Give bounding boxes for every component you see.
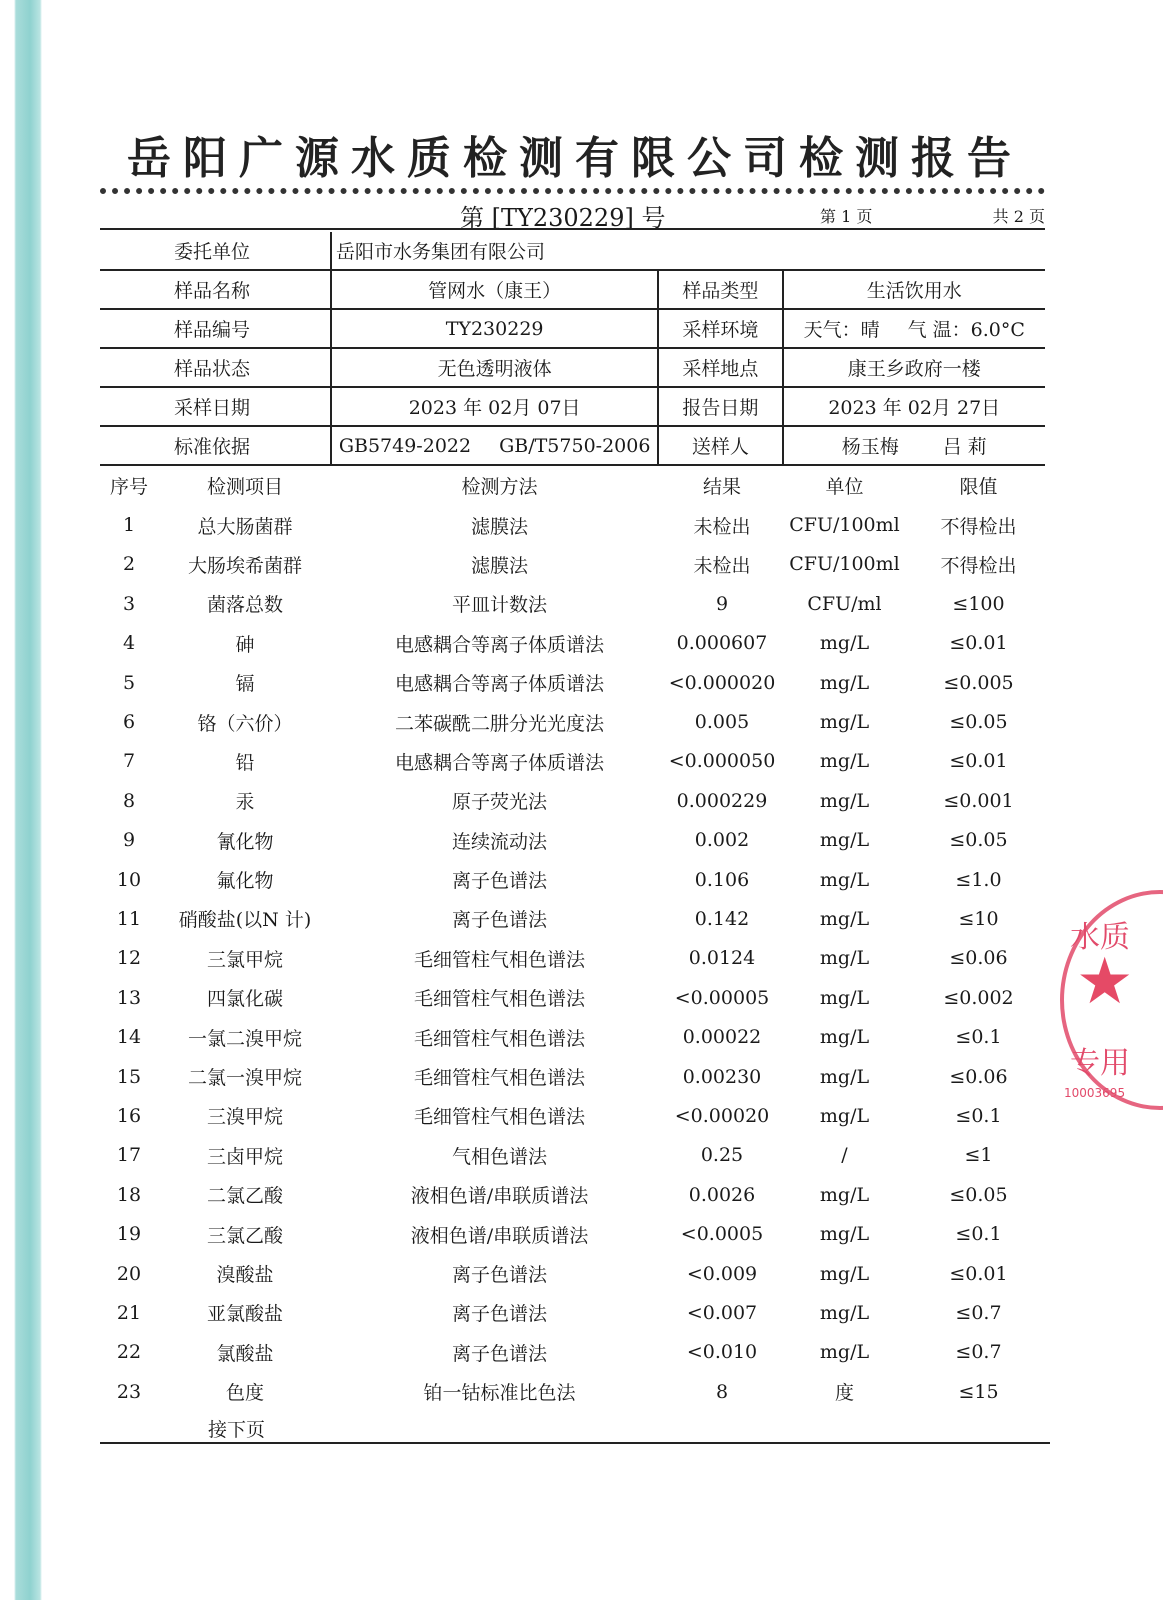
row-item: 二氯一溴甲烷	[187, 1067, 302, 1090]
row-method: 液相色谱/串联质谱法	[410, 1185, 589, 1208]
table-row	[100, 1096, 1045, 1135]
row-result: <0.010	[686, 1341, 758, 1364]
row-result: <0.00005	[674, 986, 770, 1009]
seal-text-mid: 专用	[1070, 1046, 1130, 1081]
row-no: 9	[122, 829, 136, 852]
row-item: 总大肠菌群	[197, 515, 293, 538]
row-no: 19	[116, 1223, 142, 1246]
row-result: 0.0026	[688, 1183, 756, 1206]
row-limit: ≤0.001	[943, 789, 1014, 812]
row-limit: 不得检出	[940, 515, 1017, 538]
row-result: 0.25	[700, 1144, 744, 1167]
row-item: 色度	[225, 1382, 264, 1405]
row-method: 滤膜法	[470, 515, 528, 538]
continued-note: 接下页	[208, 1419, 266, 1441]
row-item: 一氯二溴甲烷	[187, 1027, 302, 1050]
row-result: 0.000607	[676, 632, 768, 655]
table-row	[100, 505, 1045, 544]
row-result: <0.000050	[668, 750, 776, 773]
row-limit: ≤0.05	[949, 1183, 1008, 1206]
row-result: <0.009	[686, 1262, 758, 1285]
client-label: 委托单位	[100, 232, 331, 270]
table-row	[100, 781, 1045, 820]
row-method: 离子色谱法	[451, 870, 547, 893]
row-limit: ≤10	[958, 907, 999, 930]
page-total: 共 2 页	[992, 207, 1045, 226]
row-no: 18	[116, 1183, 142, 1206]
row-limit: ≤0.01	[949, 1262, 1008, 1285]
row-no: 15	[116, 1065, 142, 1088]
report-title: 岳阳广源水质检测有限公司检测报告	[127, 133, 1023, 184]
row-unit: mg/L	[819, 1223, 870, 1246]
row-unit: CFU/ml	[807, 592, 882, 615]
table-row	[100, 860, 1045, 899]
row-method: 铂一钴标准比色法	[423, 1382, 576, 1405]
row-method: 电感耦合等离子体质谱法	[394, 751, 604, 774]
row-limit: ≤100	[952, 592, 1005, 615]
row-no: 11	[116, 907, 142, 930]
sample-type-value: 生活饮用水	[783, 270, 1045, 309]
row-no: 10	[116, 868, 142, 891]
table-row	[100, 1175, 1045, 1214]
row-unit: mg/L	[819, 868, 870, 891]
row-method: 毛细管柱气相色谱法	[413, 1106, 585, 1129]
row-unit: mg/L	[819, 1065, 870, 1088]
row-method: 离子色谱法	[451, 1342, 547, 1365]
row-no: 8	[122, 789, 136, 812]
row-method: 毛细管柱气相色谱法	[413, 948, 585, 971]
table-row	[100, 939, 1045, 978]
header-item: 检测项目	[206, 476, 283, 499]
row-limit: ≤0.7	[955, 1341, 1002, 1364]
seal-star-icon: ★	[1076, 945, 1134, 1019]
row-unit: mg/L	[819, 1104, 870, 1127]
table-row	[100, 545, 1045, 584]
row-unit: mg/L	[819, 986, 870, 1009]
row-item: 二氯乙酸	[206, 1185, 283, 1208]
test-results-table	[100, 466, 1045, 1411]
row-item: 氯酸盐	[216, 1342, 274, 1365]
row-result: 0.005	[694, 711, 750, 734]
row-no: 14	[116, 1026, 142, 1049]
row-method: 离子色谱法	[451, 1303, 547, 1326]
sampling-date-label: 采样日期	[100, 387, 331, 426]
row-unit: /	[841, 1144, 848, 1167]
row-item: 铅	[235, 751, 255, 774]
row-limit: ≤0.7	[955, 1301, 1002, 1324]
table-row	[100, 978, 1045, 1017]
info-row	[100, 387, 1045, 426]
row-result: <0.000020	[668, 671, 776, 694]
sample-id-label: 样品编号	[100, 309, 331, 348]
row-limit: 不得检出	[940, 554, 1017, 577]
sender-value	[783, 426, 1045, 465]
row-unit: mg/L	[819, 789, 870, 812]
row-item: 铬（六价）	[197, 712, 293, 735]
sample-id-value: TY230229	[331, 309, 658, 348]
row-no: 3	[122, 592, 136, 615]
info-row	[100, 309, 1045, 348]
row-method: 离子色谱法	[451, 1264, 547, 1286]
row-limit: ≤0.05	[949, 711, 1008, 734]
row-method: 离子色谱法	[451, 909, 547, 932]
row-method: 二苯碳酰二肼分光光度法	[394, 712, 604, 735]
row-unit: CFU/100ml	[789, 553, 900, 576]
table-header-row	[100, 466, 1045, 505]
row-limit: ≤0.01	[949, 750, 1008, 773]
row-limit: ≤0.1	[955, 1104, 1002, 1127]
row-unit: mg/L	[819, 947, 870, 970]
standard-1: GB5749-2022	[338, 434, 472, 457]
standard-value	[331, 426, 658, 465]
sample-state-label: 样品状态	[100, 348, 331, 387]
title-dotted-rule	[100, 188, 1045, 194]
row-unit: mg/L	[819, 750, 870, 773]
row-no: 12	[116, 947, 142, 970]
info-row	[100, 348, 1045, 387]
row-limit: ≤15	[958, 1380, 999, 1403]
table-row	[100, 1136, 1045, 1175]
row-item: 氰化物	[216, 830, 274, 853]
info-top-rule	[100, 228, 1045, 230]
sender-2: 吕 莉	[942, 436, 987, 458]
table-row	[100, 624, 1045, 663]
row-unit: mg/L	[819, 1262, 870, 1285]
row-no: 21	[116, 1301, 142, 1324]
row-item: 砷	[235, 633, 255, 656]
table-row	[100, 899, 1045, 938]
sampling-location-value: 康王乡政府一楼	[783, 348, 1045, 387]
row-limit: ≤0.01	[949, 632, 1008, 655]
row-result: <0.00020	[674, 1104, 770, 1127]
table-row	[100, 1293, 1045, 1332]
row-item: 亚氯酸盐	[206, 1303, 283, 1326]
row-method: 毛细管柱气相色谱法	[413, 988, 585, 1011]
row-no: 22	[116, 1341, 142, 1364]
report-page	[100, 0, 1050, 1600]
row-no: 20	[116, 1262, 142, 1285]
row-no: 13	[116, 986, 142, 1009]
bottom-rule	[100, 1442, 1050, 1444]
table-row	[100, 1214, 1045, 1253]
sender-label: 送样人	[658, 426, 782, 465]
row-method: 原子荧光法	[451, 791, 547, 814]
row-method: 液相色谱/串联质谱法	[410, 1224, 589, 1247]
row-result: <0.0005	[680, 1223, 764, 1246]
sample-type-label: 样品类型	[658, 270, 782, 309]
row-method: 连续流动法	[451, 830, 547, 853]
row-no: 4	[122, 632, 136, 655]
row-method: 毛细管柱气相色谱法	[413, 1067, 585, 1090]
table-row	[100, 1333, 1045, 1372]
row-unit: 度	[834, 1382, 854, 1405]
row-limit: ≤1.0	[955, 868, 1002, 891]
row-item: 大肠埃希菌群	[187, 554, 302, 577]
row-item: 三溴甲烷	[206, 1106, 283, 1129]
row-no: 7	[122, 750, 136, 773]
results-body	[100, 505, 1045, 1411]
row-unit: mg/L	[819, 671, 870, 694]
info-row	[100, 270, 1045, 309]
row-unit: mg/L	[819, 1026, 870, 1049]
table-row	[100, 1057, 1045, 1096]
page-number: 第 1 页	[820, 207, 873, 226]
row-result: <0.007	[686, 1301, 758, 1324]
row-no: 5	[122, 671, 136, 694]
seal-text-top: 水质	[1070, 920, 1130, 955]
header-no: 序号	[109, 476, 148, 499]
row-result: 0.000229	[676, 789, 768, 812]
row-method: 气相色谱法	[451, 1145, 547, 1168]
row-item: 氟化物	[216, 870, 274, 893]
row-no: 2	[122, 553, 136, 576]
page-info	[820, 204, 1045, 227]
row-unit: mg/L	[819, 829, 870, 852]
row-limit: ≤0.002	[943, 986, 1014, 1009]
row-result: 0.0124	[688, 947, 756, 970]
row-item: 四氯化碳	[206, 988, 283, 1011]
row-method: 平皿计数法	[451, 594, 547, 617]
row-limit: ≤1	[964, 1144, 993, 1167]
report-date-label: 报告日期	[658, 387, 782, 426]
table-row	[100, 1254, 1045, 1293]
report-date-value: 2023 年 02月 27日	[783, 387, 1045, 426]
row-unit: mg/L	[819, 711, 870, 734]
header-limit: 限值	[959, 476, 998, 499]
sample-state-value: 无色透明液体	[331, 348, 658, 387]
table-row	[100, 1017, 1045, 1056]
standard-2: GB/T5750-2006	[499, 434, 651, 457]
row-unit: mg/L	[819, 907, 870, 930]
row-limit: ≤0.06	[949, 947, 1008, 970]
header-method: 检测方法	[461, 476, 538, 499]
company-seal	[1060, 890, 1163, 1120]
row-result: 8	[715, 1380, 729, 1403]
row-unit: mg/L	[819, 1183, 870, 1206]
weather-value: 天气：晴	[803, 319, 880, 341]
row-no: 16	[116, 1104, 142, 1127]
sample-info-table	[100, 232, 1045, 466]
standard-label: 标准依据	[100, 426, 331, 465]
info-row	[100, 426, 1045, 465]
row-item: 三氯甲烷	[206, 948, 283, 971]
row-no: 1	[122, 514, 136, 537]
row-item: 汞	[235, 791, 255, 814]
sampling-env-value	[783, 309, 1045, 348]
row-limit: ≤0.1	[955, 1026, 1002, 1049]
scan-edge-strip	[0, 0, 42, 1600]
row-method: 电感耦合等离子体质谱法	[394, 633, 604, 656]
temperature-value: 气 温：6.0°C	[907, 319, 1025, 341]
row-item: 镉	[235, 673, 255, 696]
row-result: 0.002	[694, 829, 750, 852]
report-number: 第 [TY230229] 号	[460, 204, 666, 232]
row-item: 溴酸盐	[216, 1264, 274, 1286]
row-unit: mg/L	[819, 632, 870, 655]
row-method: 电感耦合等离子体质谱法	[394, 673, 604, 696]
row-result: 0.00022	[682, 1026, 762, 1049]
client-value: 岳阳市水务集团有限公司	[331, 232, 1045, 270]
header-result: 结果	[702, 476, 741, 499]
row-unit: mg/L	[819, 1341, 870, 1364]
row-result: 0.00230	[682, 1065, 762, 1088]
sender-1: 杨玉梅	[841, 436, 899, 458]
row-limit: ≤0.1	[955, 1223, 1002, 1246]
row-method: 滤膜法	[470, 554, 528, 577]
row-limit: ≤0.06	[949, 1065, 1008, 1088]
row-limit: ≤0.05	[949, 829, 1008, 852]
table-row	[100, 742, 1045, 781]
row-no: 17	[116, 1144, 142, 1167]
table-row	[100, 702, 1045, 741]
row-result: 未检出	[693, 515, 751, 538]
sampling-location-label: 采样地点	[658, 348, 782, 387]
sample-name-value: 管网水（康王）	[331, 270, 658, 309]
row-method: 毛细管柱气相色谱法	[413, 1027, 585, 1050]
row-result: 9	[715, 592, 729, 615]
row-unit: CFU/100ml	[789, 514, 900, 537]
row-limit: ≤0.005	[943, 671, 1014, 694]
info-row-client	[100, 232, 1045, 270]
row-item: 菌落总数	[206, 594, 283, 617]
sampling-date-value: 2023 年 02月 07日	[331, 387, 658, 426]
sample-name-label: 样品名称	[100, 270, 331, 309]
row-result: 未检出	[693, 554, 751, 577]
table-row	[100, 584, 1045, 623]
row-result: 0.142	[694, 907, 750, 930]
row-item: 硝酸盐(以N 计)	[178, 909, 312, 932]
row-item: 三氯乙酸	[206, 1224, 283, 1247]
row-item: 三卤甲烷	[206, 1145, 283, 1168]
row-no: 23	[116, 1380, 142, 1403]
table-row	[100, 663, 1045, 702]
sampling-env-label: 采样环境	[658, 309, 782, 348]
row-result: 0.106	[694, 868, 750, 891]
table-row	[100, 821, 1045, 860]
header-unit: 单位	[825, 476, 864, 499]
row-no: 6	[122, 711, 136, 734]
seal-number: 10003695	[1064, 1086, 1126, 1100]
row-unit: mg/L	[819, 1301, 870, 1324]
table-row	[100, 1372, 1045, 1411]
